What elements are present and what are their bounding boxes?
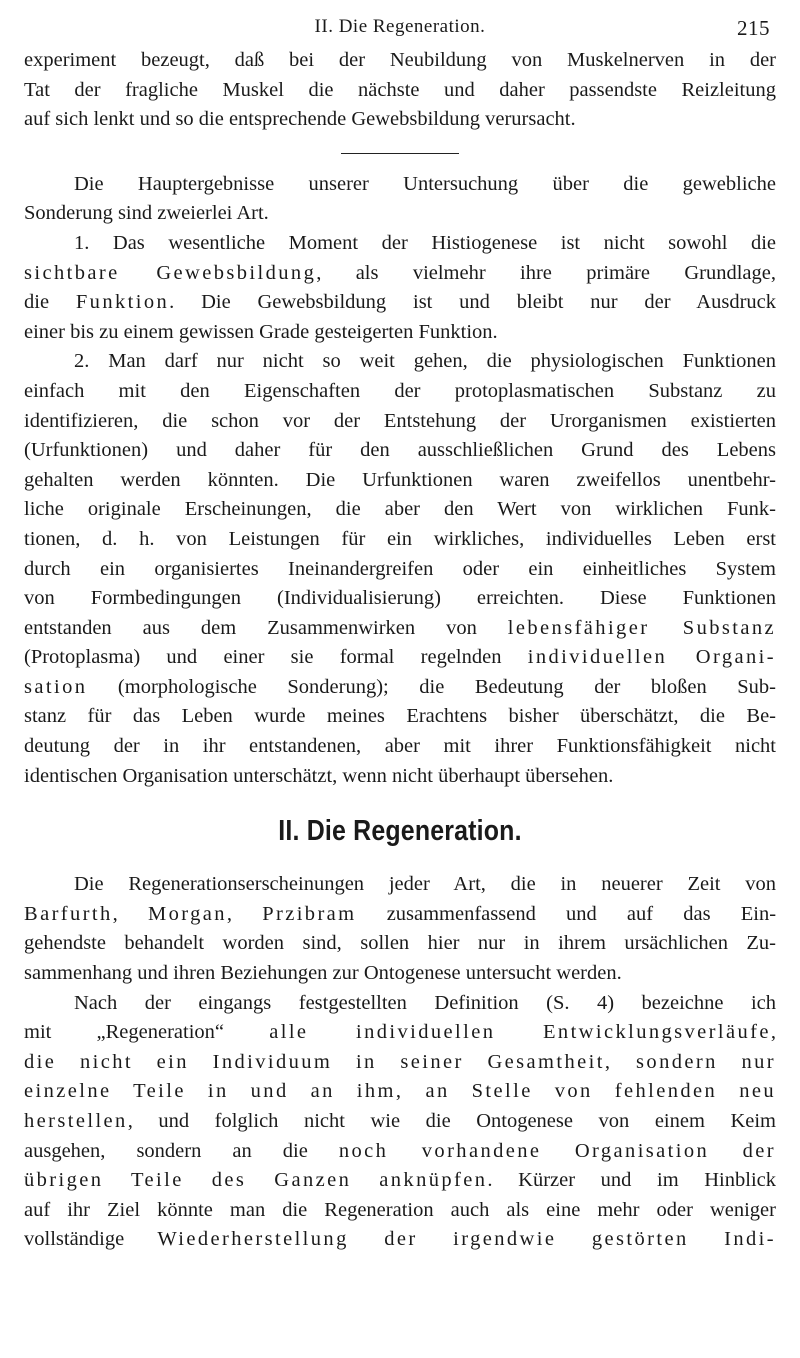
book-page bbox=[24, 0, 776, 1255]
text-line-spaced: die nicht ein Individuum in seiner Gesamtheit, sondern nur bbox=[24, 1050, 776, 1073]
text-line bbox=[24, 288, 776, 318]
text-line: auf sich lenkt und so die entsprechende Gewebsbildung verursacht. bbox=[24, 108, 576, 131]
author-name: Barfurth bbox=[24, 902, 113, 925]
spaced-emphasis: herstellen bbox=[24, 1110, 128, 1132]
text-segment: , und folglich nicht wie die Ontogenese von einem Keim bbox=[127, 1110, 776, 1132]
text-line: liche originale Erscheinungen, die aber den Wert von wirklichen Funk- bbox=[24, 498, 776, 521]
spaced-emphasis: übrigen Teile des Ganzen anknüpfen bbox=[24, 1169, 488, 1192]
text-segment: zusammenfassend und auf das Ein- bbox=[356, 902, 777, 925]
text-line: (Urfunktionen) und daher für den ausschließlichen Grund des Lebens bbox=[24, 439, 776, 462]
text-line: von Formbedingungen (Individualisierung) erreichten. Diese Funktionen bbox=[24, 587, 776, 610]
text-line: 2. Man darf nur nicht so weit gehen, die physiologischen Funktionen bbox=[74, 350, 776, 373]
text-line bbox=[24, 673, 776, 703]
text-segment: vollständige bbox=[24, 1228, 158, 1251]
text-segment: , bbox=[226, 902, 263, 925]
text-segment: (Protoplasma) und einer sie formal regelnden bbox=[24, 646, 528, 669]
text-line: tionen, d. h. von Leistungen für ein wirkliches, individuelles Leben erst bbox=[24, 527, 776, 550]
paragraph-point-two bbox=[24, 347, 776, 791]
text-line bbox=[24, 1166, 776, 1196]
paragraph-regeneration-intro bbox=[24, 870, 776, 988]
paragraph-regeneration-definition bbox=[24, 989, 776, 1255]
spaced-emphasis: sichtbare Gewebsbildung bbox=[24, 261, 317, 284]
text-line: stanz für das Leben wurde meines Erachtens bisher überschätzt, die Be- bbox=[24, 705, 776, 728]
text-line bbox=[24, 1018, 776, 1048]
text-segment: . Die Gewebsbildung ist und bleibt nur der Ausdruck bbox=[169, 291, 776, 314]
text-segment: entstanden aus dem Zusammenwirken von bbox=[24, 616, 508, 639]
text-line-spaced: einzelne Teile in und an ihm, an Stelle von fehlenden neu bbox=[24, 1080, 776, 1103]
text-line bbox=[24, 1107, 776, 1137]
author-name: Morgan bbox=[147, 902, 227, 925]
text-line bbox=[24, 614, 776, 644]
text-line: deutung der in ihr entstandenen, aber mit ihrer Funktionsfähigkeit nicht bbox=[24, 735, 776, 758]
spaced-emphasis: Wiederherstellung der irgendwie gestörten Indi- bbox=[157, 1228, 776, 1251]
paragraph-point-one bbox=[24, 229, 776, 347]
text-line bbox=[24, 259, 776, 289]
running-title: II. Die Regeneration. bbox=[314, 16, 486, 37]
text-line: identischen Organisation unterschätzt, wenn nicht überhaupt übersehen. bbox=[24, 764, 614, 787]
text-line bbox=[24, 1137, 776, 1167]
spaced-emphasis: sation bbox=[24, 675, 88, 698]
text-line: Tat der fragliche Muskel die nächste und daher passendste Reizleitung bbox=[24, 78, 776, 101]
paragraph-summary-intro bbox=[24, 170, 776, 229]
text-line bbox=[24, 900, 776, 930]
text-line bbox=[24, 1225, 776, 1255]
paragraph-continuation bbox=[24, 46, 776, 135]
text-line: Sonderung sind zweierlei Art. bbox=[24, 202, 269, 225]
text-segment: die bbox=[24, 291, 76, 314]
section-divider bbox=[341, 153, 459, 154]
section-heading: II. Die Regeneration. bbox=[278, 815, 522, 848]
text-segment: mit „Regeneration“ bbox=[24, 1021, 270, 1044]
page-number: 215 bbox=[737, 16, 770, 40]
text-segment: . Kürzer und im Hinblick bbox=[487, 1169, 776, 1192]
text-segment: , bbox=[112, 902, 148, 925]
text-line: Nach der eingangs festgestellten Definition (S. 4) bezeichne ich bbox=[74, 991, 776, 1014]
text-line: gehalten werden könnten. Die Urfunktionen waren zweifellos unentbehr- bbox=[24, 468, 776, 491]
text-segment: , bbox=[770, 1021, 777, 1044]
spaced-emphasis: Funktion bbox=[75, 291, 170, 314]
text-line: 1. Das wesentliche Moment der Histiogenese ist nicht sowohl die bbox=[74, 231, 776, 254]
text-line: einer bis zu einem gewissen Grade gesteigerten Funktion. bbox=[24, 320, 498, 343]
text-segment: ausgehen, sondern an die bbox=[24, 1139, 339, 1162]
text-segment: (morphologische Sonderung); die Bedeutung der bloßen Sub- bbox=[87, 675, 776, 698]
text-line: auf ihr Ziel könnte man die Regeneration auch als eine mehr oder weniger bbox=[24, 1198, 776, 1221]
text-line: sammenhang und ihren Beziehungen zur Ontogenese untersucht werden. bbox=[24, 962, 622, 985]
spaced-emphasis: lebensfähiger Substanz bbox=[507, 616, 776, 639]
author-name: Przibram bbox=[262, 902, 357, 925]
text-line: einfach mit den Eigenschaften der protoplasmatischen Substanz zu bbox=[24, 379, 776, 402]
text-line: experiment bezeugt, daß bei der Neubildung von Muskelnerven in der bbox=[24, 49, 776, 71]
text-line bbox=[24, 643, 776, 673]
text-line: Die Regenerationserscheinungen jeder Art, die in neuerer Zeit von bbox=[74, 873, 776, 896]
text-line: durch ein organisiertes Ineinandergreifen oder ein einheitliches System bbox=[24, 557, 776, 580]
text-line: Die Hauptergebnisse unserer Untersuchung über die gewebliche bbox=[74, 172, 776, 195]
spaced-emphasis: noch vorhandene Organisation der bbox=[338, 1139, 776, 1162]
text-segment: , als vielmehr ihre primäre Grundlage, bbox=[316, 261, 776, 284]
running-head bbox=[24, 0, 776, 42]
spaced-emphasis: individuellen Organi- bbox=[527, 646, 776, 669]
text-line: identifizieren, die schon vor der Entstehung der Urorganismen existierten bbox=[24, 409, 776, 432]
spaced-emphasis: alle individuellen Entwicklungsverläufe bbox=[269, 1021, 771, 1044]
text-line: gehendste behandelt worden sind, sollen hier nur in ihrem ursächlichen Zu- bbox=[24, 932, 776, 955]
